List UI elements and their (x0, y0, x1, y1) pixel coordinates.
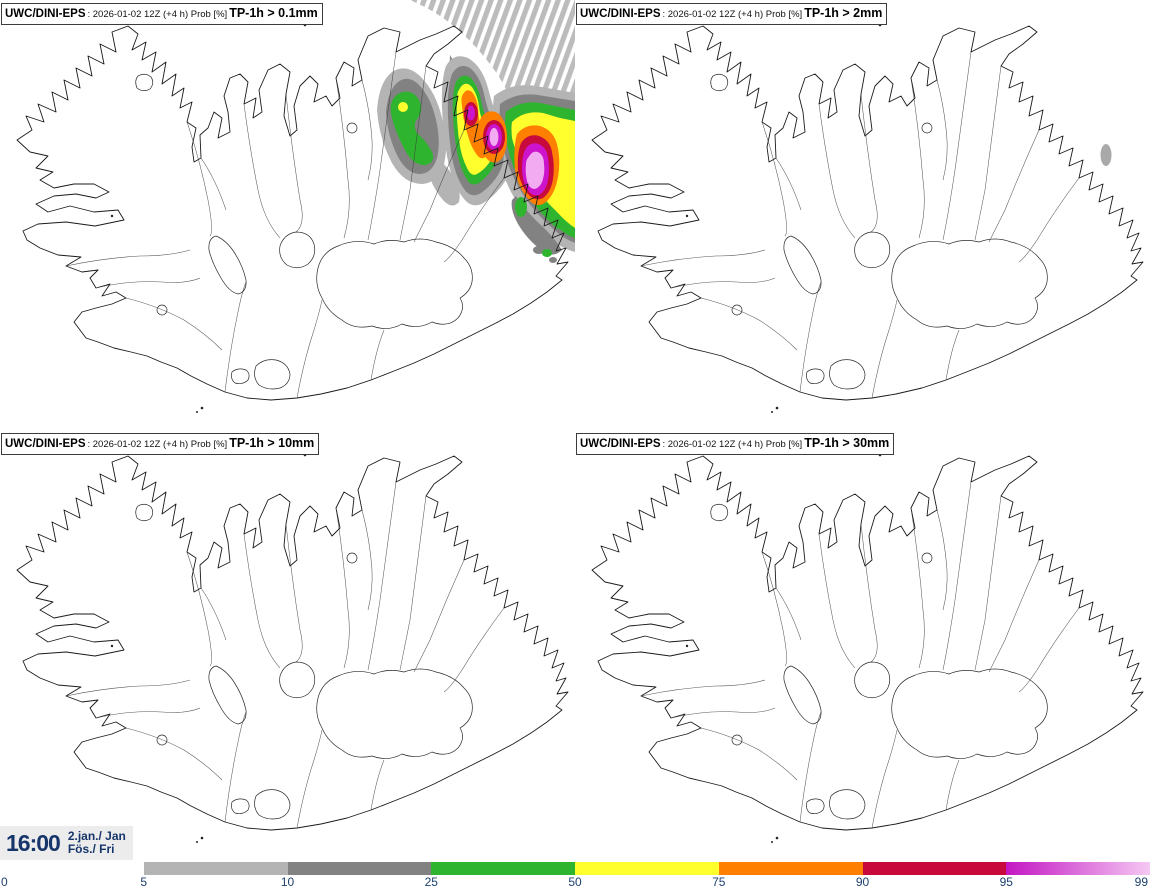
model-name: UWC/DINI-EPS (580, 8, 661, 20)
colorbar-segment-5-10 (144, 862, 288, 875)
colorbar-tick-50: 50 (568, 875, 582, 889)
panel-title (1, 433, 319, 455)
threshold-label: TP-1h > 2mm (804, 6, 883, 20)
run-info: : 2026-01-02 12Z (+4 h) Prob [%] (662, 439, 803, 450)
colorbar-segment-25-50 (431, 862, 575, 875)
run-info: : 2026-01-02 12Z (+4 h) Prob [%] (87, 439, 228, 450)
colorbar-tick-10: 10 (280, 875, 295, 889)
precip-probability-overlay (1101, 144, 1112, 166)
valid-time-box (0, 826, 133, 860)
valid-date (68, 830, 126, 856)
run-info: : 2026-01-02 12Z (+4 h) Prob [%] (87, 9, 228, 20)
panel-tp-10mm (0, 430, 575, 860)
iceland-map (0, 430, 575, 860)
panel-tp-0p1mm (0, 0, 575, 430)
threshold-label: TP-1h > 30mm (804, 436, 890, 450)
valid-date-line2: Fös./ Fri (67, 842, 115, 856)
colorbar-labels (0, 875, 1150, 891)
panel-tp-2mm (575, 0, 1150, 430)
threshold-label: TP-1h > 10mm (229, 436, 315, 450)
colorbar-tick-95: 95 (999, 875, 1013, 889)
panel-title (576, 3, 887, 25)
panel-tp-30mm (575, 430, 1150, 860)
colorbar-tick-99: 99 (1134, 875, 1148, 889)
colorbar-tick-0: 0 (1, 875, 8, 889)
colorbar-segment-95-99 (1006, 862, 1150, 875)
iceland-map (575, 430, 1150, 860)
panel-title (1, 3, 323, 25)
colorbar-tick-5: 5 (140, 875, 148, 889)
model-name: UWC/DINI-EPS (5, 438, 86, 450)
colorbar-tick-75: 75 (712, 875, 726, 889)
colorbar-segment-50-75 (575, 862, 719, 875)
panel-title (576, 433, 894, 455)
threshold-label: TP-1h > 0.1mm (229, 6, 318, 20)
run-info: : 2026-01-02 12Z (+4 h) Prob [%] (662, 9, 803, 20)
colorbar-segment-75-90 (719, 862, 863, 875)
colorbar-tick-90: 90 (855, 875, 870, 889)
colorbar (144, 862, 1150, 875)
colorbar-tick-25: 25 (424, 875, 438, 889)
model-name: UWC/DINI-EPS (580, 438, 661, 450)
colorbar-segment-90-95 (863, 862, 1007, 875)
model-name: UWC/DINI-EPS (5, 8, 86, 20)
iceland-map (575, 0, 1150, 430)
colorbar-segment-10-25 (288, 862, 432, 875)
valid-time: 16:00 (6, 829, 60, 856)
valid-date-line1: 2.jan./ Jan (67, 829, 126, 843)
iceland-map (0, 0, 575, 430)
